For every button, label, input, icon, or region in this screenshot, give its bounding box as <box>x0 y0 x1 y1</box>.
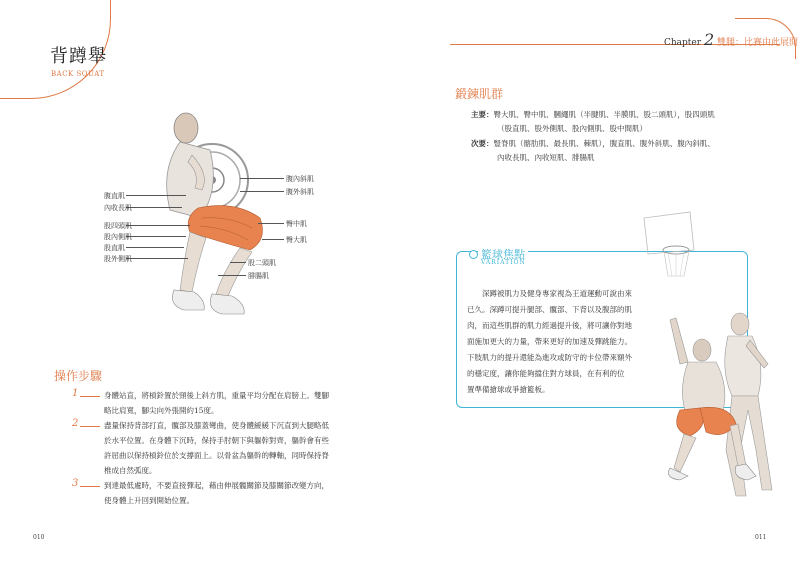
variation-line-3: 肉，而這些肌群的肌力經過提升後，將可讓你對地 <box>467 321 632 330</box>
variation-line-5: 下肢肌力的提升還能為進攻或防守的卡位帶來額外 <box>467 353 632 362</box>
label-vastus-lateralis: 股外側肌 <box>104 255 132 263</box>
leader-line <box>126 225 190 226</box>
muscles-heading: 鍛鍊肌群 <box>455 87 504 101</box>
step-2-line-2: 於水平位置。在身體下沉時，保持手肘朝下與軀幹對齊，軀幹會有些 <box>104 436 329 445</box>
label-rectus-femoris: 股直肌 <box>104 244 125 252</box>
step-1-line-1: 身體站直，將槓鈴置於頸後上斜方肌，重量平均分配在肩膀上。雙腳 <box>104 391 329 400</box>
label-external-oblique: 腹外斜肌 <box>286 188 314 196</box>
leader-line <box>240 191 284 192</box>
page-number-left: 010 <box>33 534 45 541</box>
label-vastus-medialis: 股內側肌 <box>104 233 132 241</box>
variation-line-2: 已久。深蹲可提升腿部、髖部、下背以及腹部的肌 <box>467 305 632 314</box>
secondary-text: 豎脊肌（髂肋肌、最長肌、棘肌），腹直肌、腹外斜肌、腹內斜肌、 <box>493 139 715 148</box>
leader-line <box>126 258 188 259</box>
leader-line <box>262 239 284 240</box>
step-2-number: 2 <box>72 418 79 429</box>
step-2-line-1: 盡量保持背部打直，髖部及膝蓋彎曲，使身體緩緩下沉直到大腿略低 <box>104 421 329 430</box>
label-biceps-femoris: 股二頭肌 <box>248 259 276 267</box>
label-quadriceps: 股四頭肌 <box>104 222 132 230</box>
step-1-line-2: 略比肩寬，腳尖向外張開約15度。 <box>104 406 219 415</box>
step-dash <box>80 426 100 427</box>
basketball-players-illustration <box>640 300 780 510</box>
secondary-label: 次要： <box>471 139 494 148</box>
leader-line <box>126 195 186 196</box>
leader-line <box>258 223 284 224</box>
label-gastrocnemius: 腓腸肌 <box>248 272 269 280</box>
variation-line-7: 置準備搶球或爭搶籃板。 <box>467 385 550 394</box>
variation-line-1: 深蹲被肌力及健身專家視為王道運動可說由來 <box>482 289 632 298</box>
leader-line <box>218 275 246 276</box>
leader-line <box>126 236 186 237</box>
leader-line <box>240 178 284 179</box>
label-gluteus-maximus: 臀大肌 <box>286 236 307 244</box>
step-2-line-4: 椎成自然弧度。 <box>104 466 157 475</box>
label-internal-oblique: 腹內斜肌 <box>286 175 314 183</box>
squat-illustration <box>140 100 300 340</box>
leader-line <box>126 207 182 208</box>
secondary-muscles-line-2: 內收長肌、內收短肌、腓腸肌 <box>497 153 595 162</box>
primary-label: 主要： <box>471 110 494 119</box>
step-3-number: 3 <box>72 478 79 489</box>
primary-text: 臀大肌、臀中肌、膕繩肌（半腱肌、半膜肌、股二頭肌），股四頭肌 <box>493 110 715 119</box>
step-2-line-3: 許屈曲以保持槓鈴位於支撐面上。以骨盆為軀幹的轉軸，同時保持脊 <box>104 451 329 460</box>
steps-heading: 操作步驟 <box>54 369 103 383</box>
basketball-hoop-illustration <box>640 210 700 285</box>
variation-subtitle: VARIATION <box>481 259 526 266</box>
chapter-title: 雙腿：比賽由此展開 <box>717 38 799 48</box>
variation-dot <box>469 250 478 259</box>
chapter-header <box>664 30 798 49</box>
leader-line <box>126 247 184 248</box>
variation-line-4: 面施加更大的力量，帶來更好的加速及彈跳能力。 <box>467 337 632 346</box>
secondary-muscles-line-1 <box>471 137 715 151</box>
page-subtitle: BACK SQUAT <box>51 70 105 78</box>
primary-muscles-line-1 <box>471 108 715 122</box>
label-rectus-abdominis: 腹直肌 <box>104 192 125 200</box>
variation-title: 籃球焦點 <box>478 246 528 262</box>
step-dash <box>80 486 100 487</box>
step-dash <box>80 396 100 397</box>
page-number-right: 011 <box>755 534 767 541</box>
leader-line <box>230 262 246 263</box>
chapter-word: Chapter <box>664 38 702 48</box>
variation-line-6: 的穩定度，讓你能夠擋住對方球員，在有利的位 <box>467 369 625 378</box>
page-title: 背蹲舉 <box>50 46 107 67</box>
label-gluteus-medius: 臀中肌 <box>286 220 307 228</box>
chapter-number: 2 <box>703 30 715 49</box>
step-3-line-2: 使身體上升回到開始位置。 <box>104 496 194 505</box>
step-3-line-1: 到達最低處時，不要直接彈起，藉由伸展髖關節及膝關節改變方向， <box>104 481 329 490</box>
primary-muscles-line-2: （股直肌、股外側肌、股內側肌、股中間肌） <box>497 124 647 133</box>
step-1-number: 1 <box>72 388 79 399</box>
label-adductor-longus: 內收長肌 <box>104 204 132 212</box>
